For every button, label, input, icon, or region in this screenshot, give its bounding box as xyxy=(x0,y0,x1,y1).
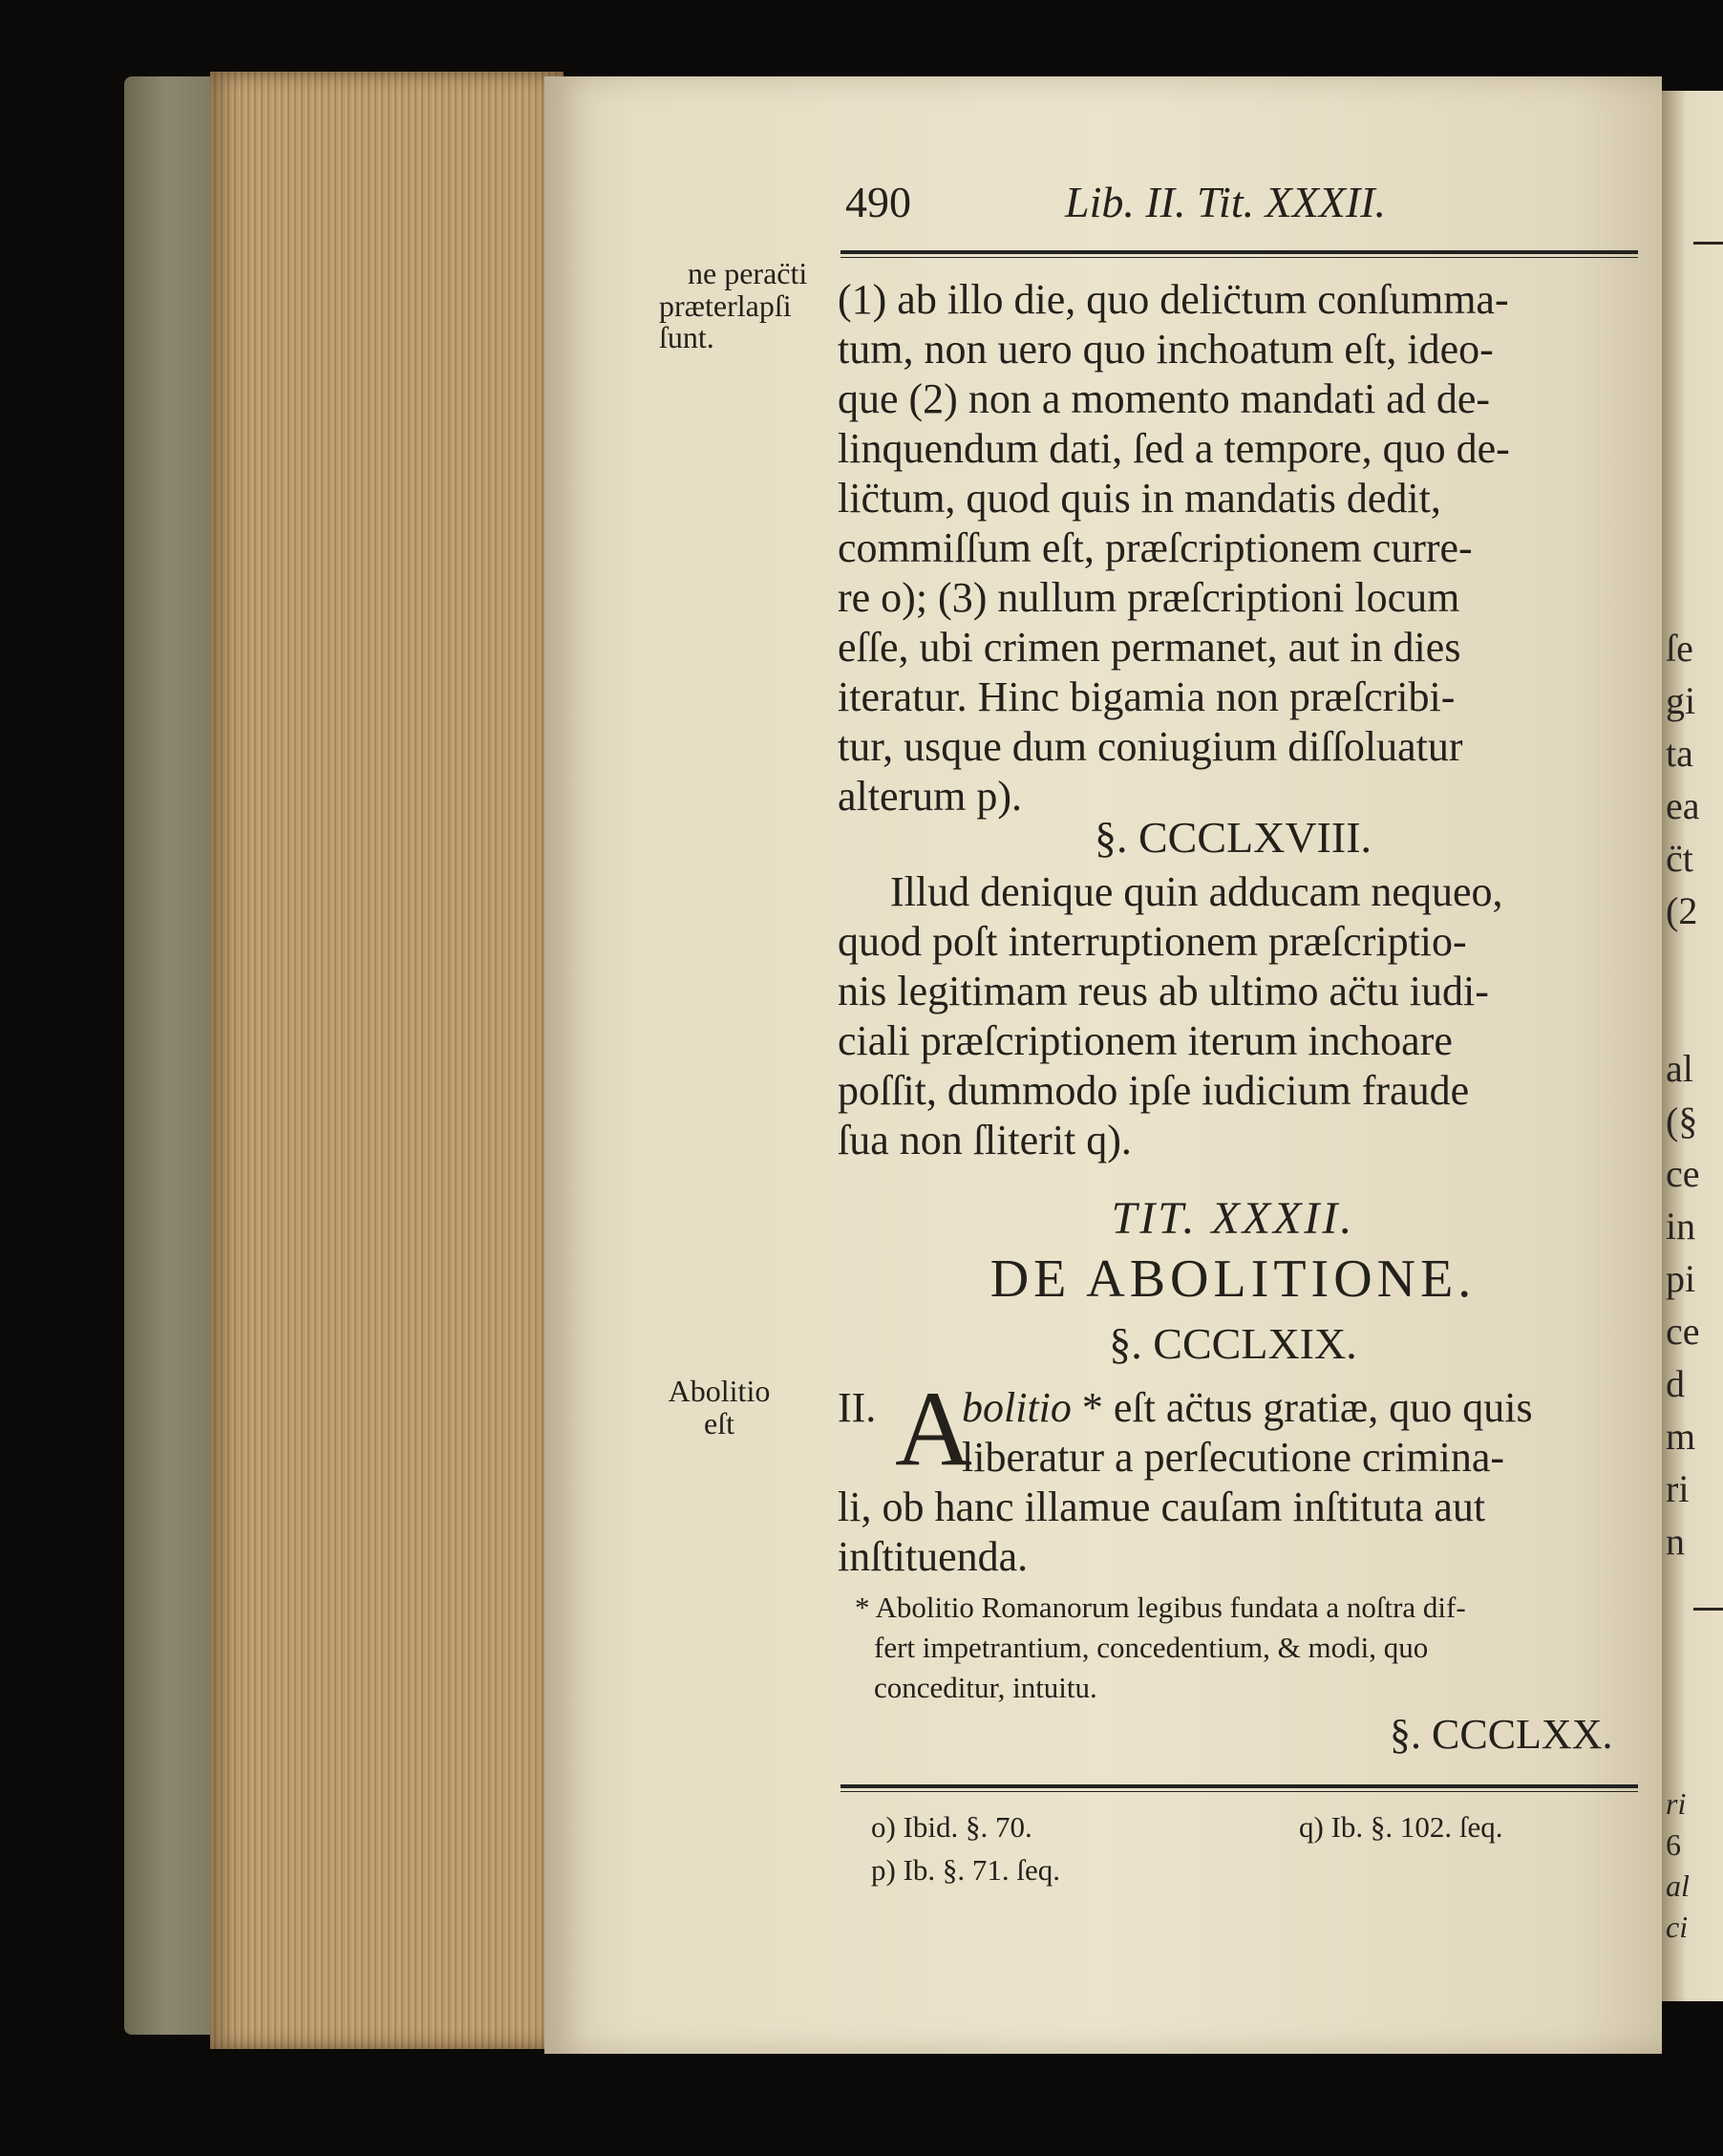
footnote-o: o) Ibid. §. 70. xyxy=(871,1810,1032,1844)
margin-note-line: præterlapſi xyxy=(659,288,792,323)
text-line: iteratur. Hinc bigamia non præſcribi- xyxy=(838,673,1456,720)
page-edges xyxy=(210,72,564,2049)
text-line: ciali præſcriptionem iterum inchoare xyxy=(838,1017,1453,1064)
footnote-q: q) Ib. §. 102. ſeq. xyxy=(1299,1810,1503,1844)
next-page-fragment: ri xyxy=(1666,1467,1690,1510)
text-line: liberatur a perſecutione crimina- xyxy=(962,1434,1505,1481)
text-line: tum, non uero quo inchoatum eſt, ideo- xyxy=(838,326,1494,373)
text-line: que (2) non a momento mandati ad de- xyxy=(838,375,1491,422)
note-line: fert impetrantium, concedentium, & modi, quo xyxy=(874,1631,1429,1664)
next-page-fragment: gi xyxy=(1666,679,1696,722)
next-page-fragment: d xyxy=(1666,1362,1685,1405)
paragraph-number: II. xyxy=(838,1384,877,1431)
header-rule xyxy=(840,250,1638,254)
text-line: li, ob hanc illamue cauſam inſtituta aut xyxy=(838,1484,1486,1530)
next-page-fragment: al xyxy=(1666,1047,1693,1090)
next-page-fragment: ta xyxy=(1666,732,1693,775)
footnote-p: p) Ib. §. 71. ſeq. xyxy=(871,1853,1061,1887)
next-page-rule xyxy=(1693,242,1723,245)
footnote-rule-thin xyxy=(840,1791,1638,1792)
text-line: Illud denique quin adducam nequeo, xyxy=(890,868,1503,915)
text-line: re o); (3) nullum præſcriptioni locum xyxy=(838,574,1460,621)
note-line: * Abolitio Romanorum legibus fundata a noſtra dif- xyxy=(855,1590,1466,1624)
next-page-fragment: ea xyxy=(1666,784,1700,827)
footnote-rule xyxy=(840,1784,1638,1788)
margin-note-2 xyxy=(657,1376,781,1440)
text-line: (1) ab illo die, quo delic̈tum conſumma- xyxy=(838,276,1509,323)
annotation-note xyxy=(840,1588,1624,1708)
catchword: §. CCCLXX. xyxy=(1390,1711,1613,1758)
text-line: nis legitimam reus ab ultimo ac̈tu iudi- xyxy=(838,968,1489,1014)
margin-note-1 xyxy=(659,258,807,354)
text-line: ſua non ſliterit q). xyxy=(838,1117,1132,1163)
section-heading-368: §. CCCLXVIII. xyxy=(1094,813,1372,862)
margin-note-line: Abolitio xyxy=(668,1374,771,1408)
section-heading-369: §. CCCLXIX. xyxy=(1109,1319,1357,1368)
header-rule-thin xyxy=(840,257,1638,258)
running-title: Lib. II. Tit. XXXII. xyxy=(1065,178,1387,226)
next-page-fragment: (§ xyxy=(1666,1099,1698,1142)
margin-note-line: ſunt. xyxy=(659,320,714,355)
text-line: linquendum dati, ſed a tempore, quo de- xyxy=(838,425,1510,472)
text-line: inſtituenda. xyxy=(838,1533,1029,1580)
drop-cap: A xyxy=(895,1370,972,1488)
text-line: commiſſum eſt, præſcriptionem curre- xyxy=(838,524,1473,571)
next-page-fragment: (2 xyxy=(1666,889,1698,932)
title-heading: DE ABOLITIONE. xyxy=(989,1249,1477,1309)
note-line: conceditur, intuitu. xyxy=(874,1671,1097,1704)
title-number: TIT. XXXII. xyxy=(1111,1193,1355,1244)
page-number: 490 xyxy=(845,178,911,226)
next-page-fragment: ce xyxy=(1666,1152,1700,1195)
paragraph-1 xyxy=(838,275,1628,822)
text-line: lic̈tum, quod quis in mandatis dedit, xyxy=(838,475,1441,522)
next-page-fragment: ſe xyxy=(1666,627,1693,670)
next-page-fragment: c̈t xyxy=(1666,837,1693,880)
next-page-fragment: in xyxy=(1666,1205,1696,1248)
next-page-fragment: 6 xyxy=(1666,1827,1681,1862)
margin-note-line: ne perac̈ti xyxy=(688,256,808,290)
text-line: poſſit, dummodo ipſe iudicium fraude xyxy=(838,1067,1470,1114)
next-page-edge xyxy=(1662,91,1723,2001)
next-page-fragment: n xyxy=(1666,1520,1685,1563)
margin-note-line: eſt xyxy=(704,1405,734,1441)
text-line: quod poſt interruptionem præſcriptio- xyxy=(838,918,1467,965)
paragraph-2 xyxy=(838,867,1628,1165)
line-rest: * eſt ac̈tus gratiæ, quo quis xyxy=(1071,1384,1533,1431)
line-text xyxy=(962,1383,1533,1433)
next-page-rule xyxy=(1693,1608,1723,1611)
next-page-fragment: ci xyxy=(1666,1910,1689,1944)
next-page-fragment: pi xyxy=(1666,1257,1696,1300)
paragraph-3 xyxy=(838,1370,1628,1582)
text-line: eſſe, ubi crimen permanet, aut in dies xyxy=(838,624,1461,671)
text-line: tur, usque dum coniugium diſſoluatur xyxy=(838,723,1463,770)
text-line: alterum p). xyxy=(838,773,1023,820)
next-page-fragment: m xyxy=(1666,1415,1696,1458)
next-page-fragment: ce xyxy=(1666,1310,1700,1353)
next-page-fragment: ri xyxy=(1666,1786,1687,1821)
next-page-fragment: al xyxy=(1666,1868,1690,1903)
italic-word: bolitio xyxy=(962,1384,1072,1431)
